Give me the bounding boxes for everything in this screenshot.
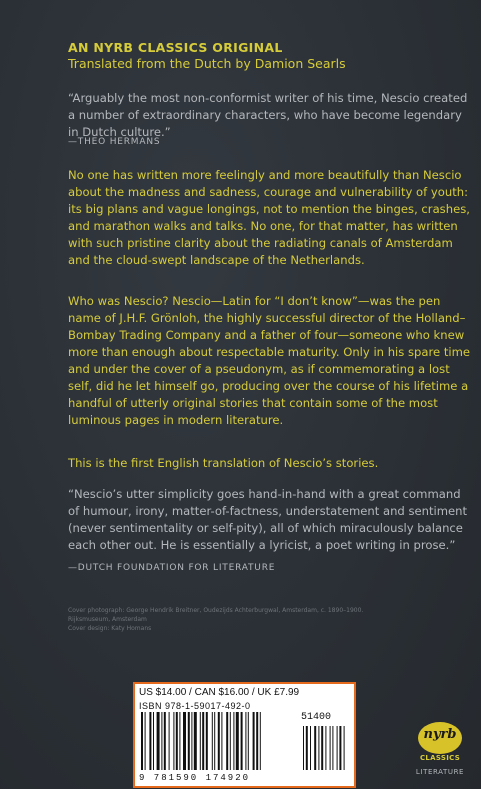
- barcode-bar: [176, 712, 178, 770]
- barcode-bar: [188, 712, 190, 770]
- addon-bar: [310, 726, 311, 770]
- barcode-bar: [200, 712, 201, 770]
- addon-bar: [318, 726, 319, 770]
- barcode-bar: [183, 712, 186, 770]
- nyrb-logo: [418, 722, 462, 754]
- nyrb-logo-text: nyrb: [423, 727, 457, 742]
- quote-hermans: “Arguably the most non-conformist writer of his time, Nescio created a number of extraordinary characters, who have become legendary in Dutch culture.”: [68, 91, 468, 139]
- addon-bar: [332, 726, 333, 770]
- barcode-bar: [212, 712, 213, 770]
- barcode-bar: [161, 712, 162, 770]
- barcode-bar: [236, 712, 239, 770]
- barcode-digits: 9 781590 174920: [139, 773, 251, 783]
- addon-barcode-graphic: [301, 726, 349, 772]
- barcode-bar: [145, 712, 146, 770]
- addon-bar: [314, 726, 316, 770]
- barcode-label: [133, 682, 356, 788]
- barcode-bar: [149, 712, 151, 770]
- barcode-bar: [248, 712, 249, 770]
- barcode-bar: [241, 712, 243, 770]
- description-paragraph-1: No one has written more feelingly and more beautifully than Nescio about the madness and sadness, courage and vulnerability of youth: its big plans and vague longings, not to mention the binges, crashes, and marathon walks and talks. No one, for that matter, has written with such pristine clarity about the radiating canals of Amsterdam and the cloud-swept landscape of the Netherlands.: [68, 168, 470, 267]
- description-paragraph-2: Who was Nescio? Nescio—Latin for “I don’t know”—was the pen name of J.H.F. Grönloh, the highly successful director of the Holland–Bombay Trading Company and a father of four—someone who knew more than enough about respectable maturity. Only in his spare time and under the cover of a pseudonym, as if commemorating a lost self, did he let himself go, producing over the course of his lifetime a handful of utterly original stories that contain some of the most luminous pages in modern literature.: [68, 294, 471, 427]
- design-credit: Cover design: Katy Homans: [68, 625, 152, 632]
- isbn-line: ISBN 978-1-59017-492-0: [139, 701, 251, 711]
- price-code: 51400: [301, 712, 332, 723]
- cover-credits: [68, 606, 368, 633]
- barcode-bar: [218, 712, 220, 770]
- quote-dutch-foundation-attribution: —DUTCH FOUNDATION FOR LITERATURE: [68, 563, 276, 573]
- series-heading: AN NYRB CLASSICS ORIGINAL: [68, 40, 283, 55]
- addon-bar: [303, 726, 304, 770]
- barcode-bar: [214, 712, 215, 770]
- barcode-bar: [194, 712, 197, 770]
- barcode-bar: [221, 712, 222, 770]
- addon-bar: [306, 726, 308, 770]
- barcode-bar: [230, 712, 231, 770]
- barcode-bar: [233, 712, 234, 770]
- barcode-bar: [179, 712, 180, 770]
- barcode-bar: [245, 712, 246, 770]
- addon-bar: [339, 726, 341, 770]
- barcode-bar: [226, 712, 228, 770]
- addon-bar: [321, 726, 323, 770]
- photo-credit: Cover photograph: George Hendrik Breitner, Oudezijds Achterburgwal, Amsterdam, c. 1890–1900. Rijksmuseum, Amsterdam: [68, 607, 364, 623]
- addon-bar: [344, 726, 345, 770]
- barcode-bar: [253, 712, 255, 770]
- addon-bar: [325, 726, 326, 770]
- ean-barcode-graphic: [137, 710, 297, 774]
- addon-bar: [337, 726, 338, 770]
- barcode-bar: [173, 712, 174, 770]
- category-label: LITERATURE: [415, 768, 465, 776]
- price-line: US $14.00 / CAN $16.00 / UK £7.99: [139, 687, 300, 698]
- barcode-bar: [202, 712, 204, 770]
- quote-hermans-attribution: —THEO HERMANS: [68, 137, 161, 147]
- barcode-bar: [157, 712, 160, 770]
- barcode-bar: [141, 712, 143, 770]
- quote-dutch-foundation: “Nescio’s utter simplicity goes hand-in-hand with a great command of humour, irony, matter-of-factness, understatement and sentiment (never sentimentality or self-pity), all of which miraculously balance each other out. He is essentially a lyricist, a poet writing in prose.”: [68, 487, 468, 552]
- description-paragraph-3: This is the first English translation of Nescio’s stories.: [68, 456, 379, 470]
- barcode-bar: [169, 712, 170, 770]
- barcode-bar: [256, 712, 258, 770]
- addon-bar: [330, 726, 331, 770]
- barcode-bar: [260, 712, 261, 770]
- classics-label: CLASSICS: [419, 754, 461, 762]
- barcode-bar: [191, 712, 192, 770]
- translator-line: Translated from the Dutch by Damion Searls: [68, 56, 346, 71]
- barcode-bar: [164, 712, 166, 770]
- barcode-bar: [153, 712, 154, 770]
- barcode-bar: [206, 712, 208, 770]
